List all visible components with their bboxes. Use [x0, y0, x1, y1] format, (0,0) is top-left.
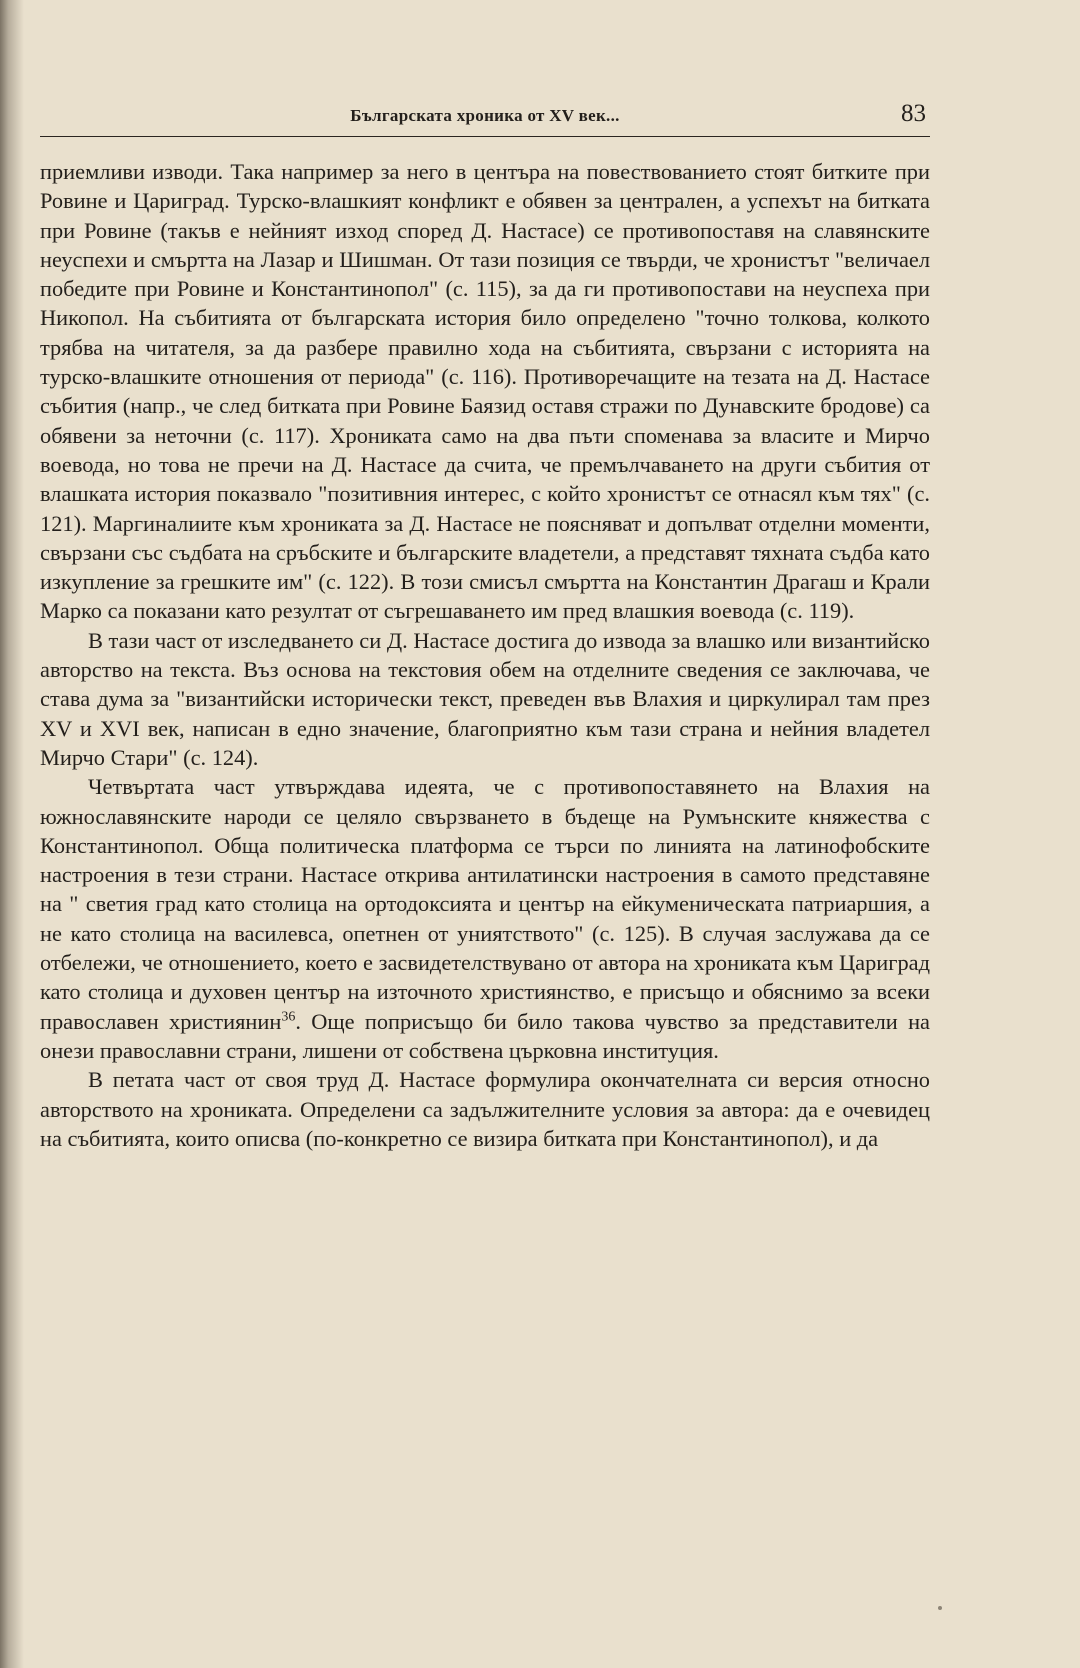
- running-header: [40, 96, 930, 137]
- paragraph-1: приемливи изводи. Така например за него в центъра на повествованието стоят битките при Ровине и Цариград. Турско-влашкият конфликт е обявен за централен, а успехът на битката при Ровине (такъв е нейният изход според Д. Настасе) се противопоставя на славянските неуспехи и смъртта на Лазар и Шишман. От тази позиция се твърди, че хронистът "величаел победите при Ровине и Константинопол" (с. 115), за да ги противопостави на неуспеха при Никопол. На събитията от българската история било определено "точно толкова, колкото трябва на читателя, за да разбере правилно хода на събитията, свързани с историята на турско-влашките отношения от периода" (с. 116). Противоречащите на тезата на Д. Настасе събития (напр., че след битката при Ровине Баязид оставя стражи по Дунавските бродове) са обявени за неточни (с. 117). Хрониката само на два пъти споменава за власите и Мирчо воевода, но това не пречи на Д. Настасе да счита, че премълчаването на други събития от влашката история показвало "позитивния интерес, с който хронистът се отнасял към тях" (с. 121). Маргиналиите към хрониката за Д. Настасе не поясняват и допълват отделни моменти, свързани със съдбата на сръбските и българските владетели, а представят тяхната съдба като изкупление за грешките им" (с. 122). В този смисъл смъртта на Константин Драгаш и Крали Марко са показани като резултат от съгрешаването им пред влашкия воевода (с. 119).: [40, 159, 930, 624]
- paragraph-2: В тази част от изследването си Д. Настасе достига до извода за влашко или византийско авторство на текста. Въз основа на текстовия обем на отделните сведения се заключава, че става дума за "византийски исторически текст, преведен във Влахия и циркулирал там през XV и XVI век, написан в едно значение, благоприятно към тази страна и нейния владетел Мирчо Стари" (с. 124).: [40, 627, 930, 770]
- running-title: Българската хроника от XV век...: [350, 106, 620, 125]
- paragraph-3: [40, 772, 930, 1065]
- page-number: 83: [901, 100, 926, 127]
- paragraph-3-continuation: . Още поприсъщо би било такова чувство за представители на онези православни страни, лишени от собствена църковна институция.: [40, 1008, 930, 1063]
- footnote-ref-36: 36: [281, 1009, 296, 1025]
- paragraph-3-text: Четвъртата част утвърждава идеята, че с противопоставянето на Влахия на южнославянските народи се целяло свързването в бъдеще на Румънските княжества с Константинопол. Обща политическа платформа се търси по линията на латинофобските настроения в тези страни. Настасе открива антилатински настроения в самото представяне на " светия град като столица на ортодоксията и център на ейкуменическата патриаршия, а не като столица на василевса, опетнен от униятството" (с. 125). В случая заслужава да се отбележи, че отношението, което е засвидетелствувано от автора на хрониката към Цариград като столица и духовен център на източното християнство, е присъщо и обяснимо за всеки православен християнин: [40, 774, 930, 1034]
- book-page: [40, 96, 930, 1153]
- body-text: [40, 157, 930, 1153]
- page-binding-shadow: [0, 0, 24, 1668]
- paper-speck: [938, 1606, 942, 1610]
- paragraph-4: В петата част от своя труд Д. Настасе формулира окончателната си версия относно авторството на хрониката. Определени са задължителните условия за автора: да е очевидец на събитията, които описва (по-конкретно се визира битката при Константинопол), и да: [40, 1067, 930, 1151]
